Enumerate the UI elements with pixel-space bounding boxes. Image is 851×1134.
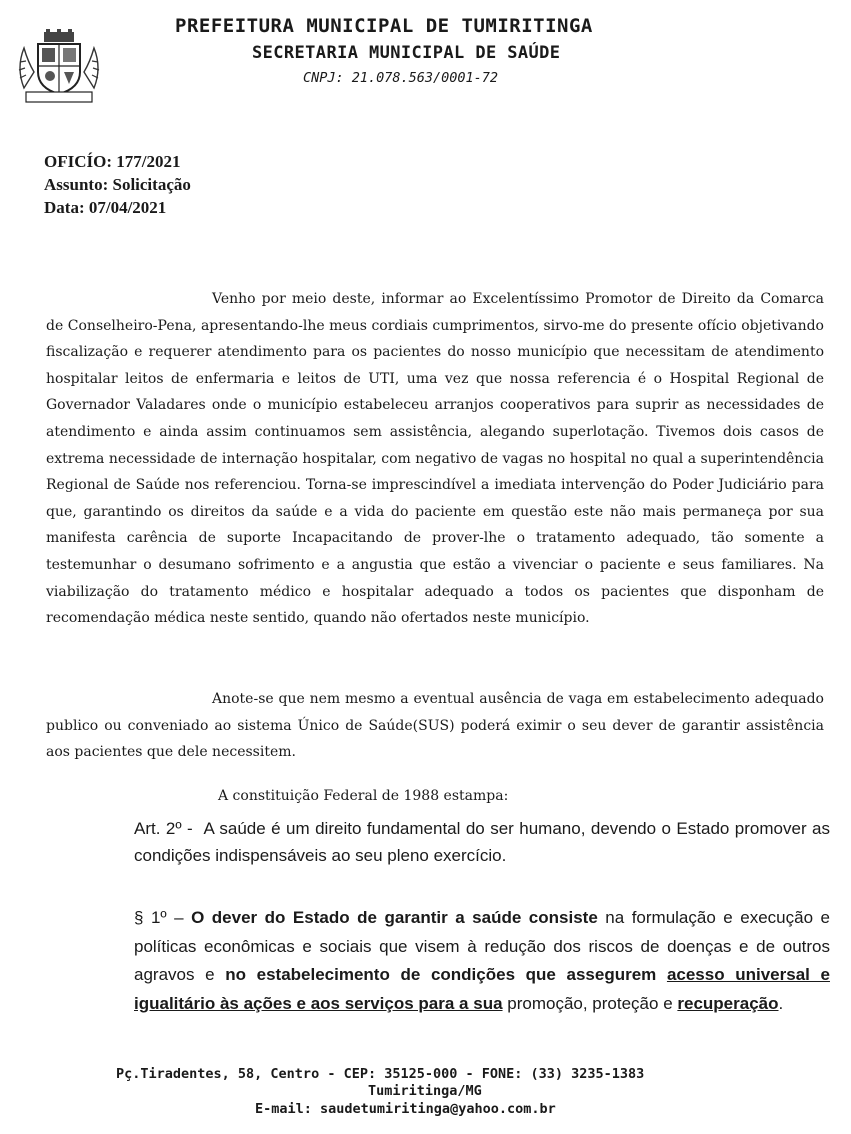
body-paragraph-1-block <box>46 286 824 632</box>
footer-email: E-mail: saudetumiritinga@yahoo.com.br <box>255 1101 556 1117</box>
municipal-crest-logo <box>14 28 104 106</box>
date-line: Data: 07/04/2021 <box>44 198 167 217</box>
paragraph-label: § 1º – <box>134 908 184 927</box>
body-paragraph-2: Anote-se que nem mesmo a eventual ausência de vaga em estabelecimento adequado publico ou conveniado ao sistema Único de Saúde(SUS) poderá eximir o seu dever de garantir assistência aos pacientes que dele necessitem. <box>46 691 824 761</box>
article-2-quote <box>134 815 830 869</box>
header-subtitle: SECRETARIA MUNICIPAL DE SAÚDE <box>252 43 561 63</box>
header-title: PREFEITURA MUNICIPAL DE TUMIRITINGA <box>175 15 593 37</box>
paragraph-bold-2: no estabelecimento de condições que assegurem <box>225 965 657 984</box>
paragraph-text-2: promoção, proteção e <box>507 993 673 1013</box>
paragraph-text-1: na formulação e execução e políticas econômicas e sociais que visem à redução dos riscos de doenças e de outros agravos e <box>134 908 830 984</box>
article-text: A saúde é um direito fundamental do ser humano, devendo o Estado promover as condições indispensáveis ao seu pleno exercício. <box>134 819 830 865</box>
body-paragraph-2-block <box>46 686 824 766</box>
footer-city: Tumiritinga/MG <box>368 1083 482 1099</box>
subject-line: Assunto: Solicitação <box>44 175 191 194</box>
paragraph-bold-1: O dever do Estado de garantir a saúde consiste <box>191 908 598 927</box>
paragraph-end: . <box>778 993 784 1013</box>
oficio-number: OFICÍO: 177/2021 <box>44 152 181 171</box>
header-cnpj: CNPJ: 21.078.563/0001-72 <box>303 70 499 86</box>
footer-address: Pç.Tiradentes, 58, Centro - CEP: 35125-000 - FONE: (33) 3235-1383 <box>116 1066 645 1082</box>
body-paragraph-1: Venho por meio deste, informar ao Excelentíssimo Promotor de Direito da Comarca de Conselheiro-Pena, apresentando-lhe meus cordiais cumprimentos, sirvo-me do presente ofício objetivando fiscalização e requerer atendimento para os pacientes do nosso município que necessitam de atendimento hospitalar leitos de enfermaria e leitos de UTI, uma vez que nossa referencia é o Hospital Regional de Governador Valadares onde o município estabeleceu arranjos cooperativos para suprir as necessidades de atendimento e ainda assim continuamos sem assistência, alegando superlotação. Tivemos dois casos de extrema necessidade de internação hospitalar, com negativo de vagas no hospital no qual a superintendência Regional de Saúde nos referenciou. Torna-se imprescindível a imediata intervenção do Poder Judiciário para que, garantindo os direitos da saúde e a vida do paciente em questão este não mais permaneça por sua manifesta carência de suporte Incapacitando de prover-lhe o tratamento adequado, tão somente a testemunhar o desumano sofrimento e a angustia que estão a vivenciar o paciente e seus familiares. Na viabilização do tratamento médico e hospitalar adequado a todos os pacientes que disponham de recomendação médica neste sentido, quando não ofertados neste município. <box>46 291 824 627</box>
article-label: Art. 2º - <box>134 819 193 838</box>
paragraph-1-quote <box>134 904 830 1018</box>
constitution-intro: A constituição Federal de 1988 estampa: <box>218 788 509 804</box>
paragraph-underlined: acesso universal e igualitário às ações e aos serviços para a sua <box>134 965 830 1013</box>
paragraph-last-word: recuperação <box>677 993 779 1013</box>
